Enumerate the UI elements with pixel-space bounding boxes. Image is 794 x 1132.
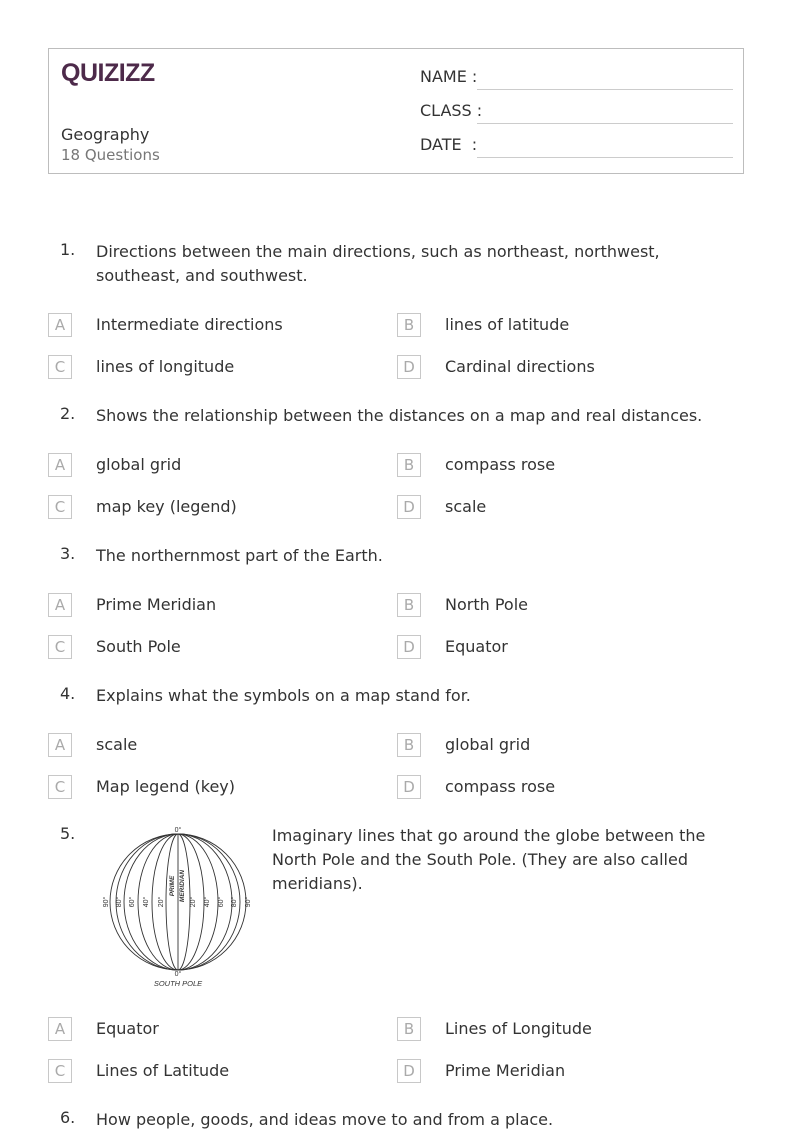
degree-label-w40: 40° [143,896,150,908]
option-text: compass rose [445,455,556,474]
longitude-globe-figure [98,824,258,990]
degree-label-w90: 90° [103,896,110,908]
option-letter: D [397,1059,421,1083]
option-text: compass rose [445,777,556,796]
option-text: scale [445,497,487,516]
option-text: Prime Meridian [445,1061,566,1080]
option-letter: B [397,733,421,757]
option-text: Lines of Longitude [445,1019,592,1038]
option-letter: B [397,313,421,337]
class-field[interactable] [420,101,733,125]
name-field[interactable] [420,67,733,91]
option-letter: C [48,635,72,659]
option-text: Lines of Latitude [96,1061,230,1080]
degree-label-w60: 60° [129,896,136,908]
option-letter: A [48,313,72,337]
question-number: 6. [60,1108,76,1127]
option-text: map key (legend) [96,497,237,516]
meridian-label: MERIDIAN [179,869,186,903]
question-number: 2. [60,404,76,423]
option-letter: C [48,775,72,799]
name-line [477,89,733,90]
option-letter: A [48,733,72,757]
degree-label-e90: 90° [245,896,252,908]
question-text: Imaginary lines that go around the globe between the North Pole and the South Pole. (They are also called meridians). [272,826,706,893]
option-letter: A [48,453,72,477]
option-letter: D [397,635,421,659]
quizizz-logo: QUIZIZZ [61,59,155,87]
option-text: Map legend (key) [96,777,236,796]
question-number: 3. [60,544,76,563]
option-text: lines of latitude [445,315,570,334]
question-text: How people, goods, and ideas move to and from a place. [96,1110,554,1129]
option-text: scale [96,735,138,754]
worksheet-header [48,48,744,174]
date-label: DATE : [420,135,478,154]
option-letter: B [397,1017,421,1041]
option-letter: A [48,1017,72,1041]
question-count: 18 Questions [61,146,160,164]
question-number: 4. [60,684,76,703]
option-text: Equator [445,637,508,656]
name-label: NAME : [420,67,478,86]
option-text: South Pole [96,637,181,656]
class-line [477,123,733,124]
option-letter: B [397,593,421,617]
option-letter: D [397,495,421,519]
option-text: North Pole [445,595,528,614]
question-text: Directions between the main directions, such as northeast, northwest, southeast, and southwest. [96,242,660,285]
date-line [477,157,733,158]
option-text: Equator [96,1019,159,1038]
degree-label-w80: 80° [116,896,123,908]
option-letter: C [48,355,72,379]
question-text: The northernmost part of the Earth. [96,546,383,565]
subject-title: Geography [61,125,150,144]
question-number: 1. [60,240,76,259]
degree-label-e40: 40° [204,896,211,908]
bottom-degree-label: 0° [174,971,182,978]
south-pole-caption: SOUTH POLE [153,979,203,988]
option-text: global grid [445,735,531,754]
date-field[interactable] [420,135,733,159]
question-text: Explains what the symbols on a map stand for. [96,686,471,705]
prime-label: PRIME [169,875,176,897]
option-text: lines of longitude [96,357,235,376]
option-letter: C [48,1059,72,1083]
degree-label-e60: 60° [218,896,225,908]
option-letter: C [48,495,72,519]
option-text: global grid [96,455,182,474]
option-text: Cardinal directions [445,357,595,376]
option-text: Intermediate directions [96,315,283,334]
degree-label-e20: 20° [190,896,197,908]
option-text: Prime Meridian [96,595,217,614]
degree-label-e80: 80° [231,896,238,908]
degree-label-w20: 20° [158,896,165,908]
option-letter: D [397,775,421,799]
top-degree-label: 0° [174,827,182,834]
question-text: Shows the relationship between the distances on a map and real distances. [96,406,703,425]
option-letter: D [397,355,421,379]
option-letter: A [48,593,72,617]
question-number: 5. [60,824,76,843]
option-letter: B [397,453,421,477]
class-label: CLASS : [420,101,483,120]
